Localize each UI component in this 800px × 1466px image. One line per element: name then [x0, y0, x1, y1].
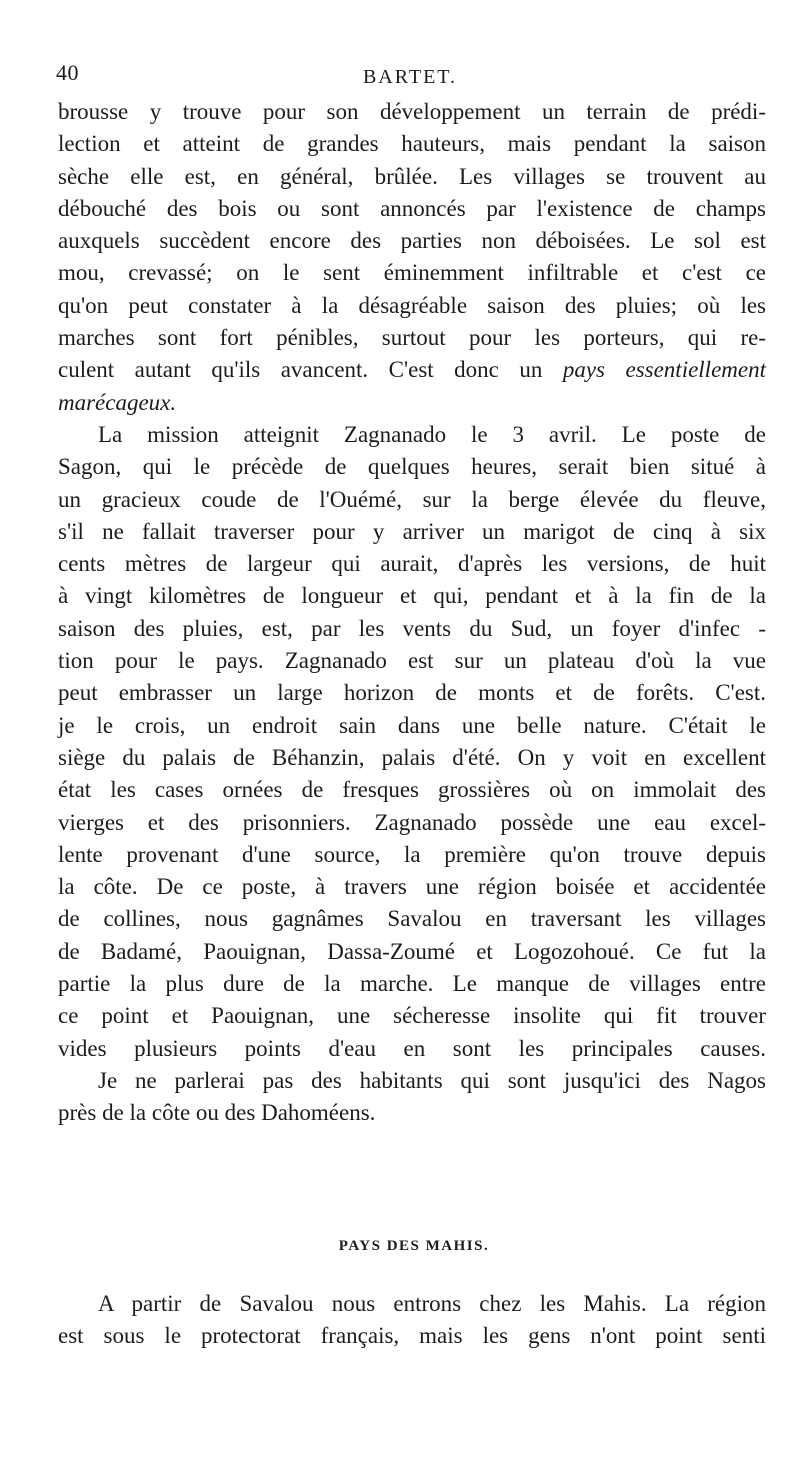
text-line: je le crois, un endroit sain dans une belle nature. C'était le — [58, 712, 766, 738]
text-line: partie la plus dure de la marche. Le manque de villages entre — [58, 971, 766, 997]
text-line: saison des pluies, est, par les vents du Sud, un foyer d'infec - — [58, 615, 766, 641]
italic-phrase: pays essentiellement — [562, 357, 766, 383]
body-text — [58, 96, 766, 1130]
text-line: peut embrasser un large horizon de monts et de forêts. C'est. — [58, 680, 766, 706]
text-line: s'il ne fallait traverser pour y arriver un marigot de cinq à six — [58, 518, 766, 544]
text-line: à vingt kilomètres de longueur et qui, pendant et à la fin de la — [58, 583, 766, 609]
text-line: marches sont fort pénibles, surtout pour les porteurs, qui re- — [58, 325, 766, 351]
text-line: vierges et des prisonniers. Zagnanado possède une eau excel- — [58, 809, 766, 835]
text-line: siège du palais de Béhanzin, palais d'été. On y voit en excellent — [58, 744, 766, 770]
text-line: lection et atteint de grandes hauteurs, mais pendant la saison — [58, 131, 766, 157]
section-heading: PAYS DES MAHIS. — [338, 1238, 490, 1254]
text-fragment: culent autant qu'ils avancent. C'est donc un — [58, 357, 543, 383]
text-line: la côte. De ce poste, à travers une région boisée et accidentée — [58, 874, 766, 900]
page-number: 40 — [56, 60, 79, 85]
text-line: de collines, nous gagnâmes Savalou en traversant les villages — [58, 906, 766, 932]
text-line: qu'on peut constater à la désagréable saison des pluies; où les — [58, 292, 766, 318]
text-line: cents mètres de largeur qui aurait, d'après les versions, de huit — [58, 551, 766, 577]
text-line: état les cases ornées de fresques grossières où on immolait des — [58, 777, 766, 803]
text-line: Sagon, qui le précède de quelques heures, serait bien situé à — [58, 454, 766, 480]
body-text — [58, 1288, 766, 1353]
text-line: tion pour le pays. Zagnanado est sur un plateau d'où la vue — [58, 648, 766, 674]
text-line: brousse y trouve pour son développement un terrain de prédi- — [58, 99, 766, 124]
text-line: sèche elle est, en général, brûlée. Les villages se trouvent au — [58, 163, 766, 189]
running-head: BARTET. — [362, 66, 458, 88]
paragraph-first-line: A partir de Savalou nous entrons chez les Mahis. La région — [98, 1291, 766, 1316]
text-line: près de la côte ou des Dahoméens. — [58, 1100, 376, 1126]
text-line: de Badamé, Paouignan, Dassa-Zoumé et Logozohoué. Ce fut la — [58, 938, 766, 964]
paragraph-first-line: La mission atteignit Zagnanado le 3 avril. Le poste de — [98, 421, 766, 447]
text-line: lente provenant d'une source, la première qu'on trouve depuis — [58, 841, 766, 867]
text-line: vides plusieurs points d'eau en sont les principales causes. — [58, 1035, 766, 1061]
text-line: débouché des bois ou sont annoncés par l'existence de champs — [58, 195, 766, 221]
italic-phrase: marécageux. — [58, 389, 177, 415]
text-line: ce point et Paouignan, une sécheresse insolite qui fit trouver — [58, 1003, 766, 1029]
text-line: est sous le protectorat français, mais les gens n'ont point senti — [58, 1323, 766, 1349]
text-line: un gracieux coude de l'Ouémé, sur la berge élevée du fleuve, — [58, 486, 766, 512]
text-line-mixed — [58, 354, 766, 386]
text-line: mou, crevassé; on le sent éminemment infiltrable et c'est ce — [58, 260, 766, 286]
text-line — [58, 387, 766, 419]
text-line: auxquels succèdent encore des parties non déboisées. Le sol est — [58, 228, 766, 254]
paragraph-first-line: Je ne parlerai pas des habitants qui sont jusqu'ici des Nagos — [98, 1067, 766, 1093]
